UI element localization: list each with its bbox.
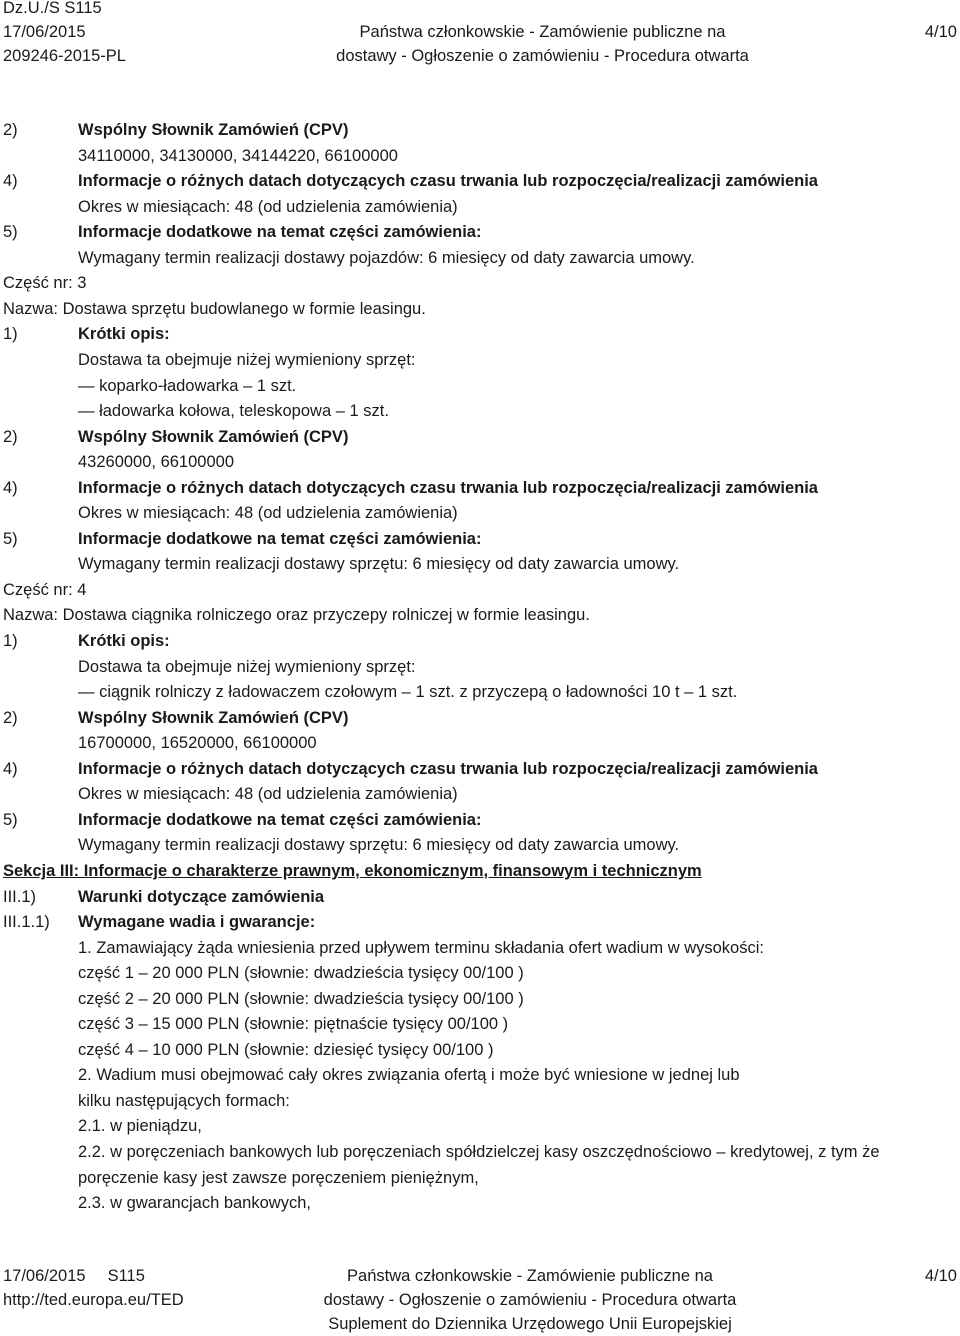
item-number: 4) [3,759,18,778]
line-text: Wymagany termin realizacji dostawy sprzętu: 6 miesięcy od daty zawarcia umowy. [78,836,680,855]
line-text: 2.1. w pieniądzu, [78,1117,202,1136]
line-text: Wspólny Słownik Zamówień (CPV) [78,427,349,446]
line-text: Część nr: 4 [3,580,87,599]
line-text: Informacje o różnych datach dotyczących czasu trwania lub rozpoczęcia/realizacji zamówienia [78,478,818,497]
line-text: Sekcja III: Informacje o charakterze prawnym, ekonomicznym, finansowym i technicznym [3,861,702,880]
line-text: Nazwa: Dostawa ciągnika rolniczego oraz przyczepy rolniczej w formie leasingu. [3,606,590,625]
page-header [0,0,960,72]
line-text: 2. Wadium musi obejmować cały okres związania ofertą i może być wniesione w jednej lub [78,1066,740,1085]
line-text: Krótki opis: [78,632,170,650]
line-text: 2.2. w poręczeniach bankowych lub poręczeniach spółdzielczej kasy oszczędnościowo – kredytowej, z tym że [78,1143,880,1161]
line-text: Dostawa ta obejmuje niżej wymieniony sprzęt: [78,350,416,369]
header-center [0,20,960,68]
line-text: część 1 – 20 000 PLN (słownie: dwadzieścia tysięcy 00/100 ) [78,964,524,983]
footer-page-number: 4/10 [924,1267,957,1285]
footer-url[interactable]: http://ted.europa.eu/TED [3,1291,184,1309]
line-text: Wymagane wadia i gwarancje: [78,913,316,932]
header-title-line1: Państwa członkowskie - Zamówienie publiczne na [359,23,726,41]
line-text: Nazwa: Dostawa sprzętu budowlanego w formie leasingu. [3,299,426,318]
line-text: Informacje dodatkowe na temat części zamówienia: [78,529,482,548]
footer-center [0,1264,960,1336]
item-number: 5) [3,529,18,548]
line-text: 43260000, 66100000 [78,453,234,472]
line-text: Wspólny Słownik Zamówień (CPV) [78,708,349,727]
item-number: 1) [3,632,18,650]
line-text: Informacje dodatkowe na temat części zamówienia: [78,810,482,829]
item-number: 4) [3,172,18,191]
line-text: Warunki dotyczące zamówienia [78,887,325,906]
line-text: Informacje o różnych datach dotyczących czasu trwania lub rozpoczęcia/realizacji zamówienia [78,172,818,191]
line-text: — ciągnik rolniczy z ładowaczem czołowym – 1 szt. z przyczepą o ładowności 10 t – 1 szt. [78,683,738,702]
line-text: 1. Zamawiający żąda wniesienia przed upływem terminu składania ofert wadium w wysokości: [78,938,764,957]
line-text: — ładowarka kołowa, teleskopowa – 1 szt. [78,402,389,421]
item-number: III.1.1) [3,913,50,932]
line-text: Informacje o różnych datach dotyczących czasu trwania lub rozpoczęcia/realizacji zamówienia [78,759,818,778]
line-text: Dostawa ta obejmuje niżej wymieniony sprzęt: [78,657,416,676]
footer-date: 17/06/2015 [3,1267,86,1285]
page-footer [0,1262,960,1334]
footer-title-line1: Państwa członkowskie - Zamówienie publiczne na [347,1267,713,1285]
line-text: 34110000, 34130000, 34144220, 66100000 [78,146,398,165]
line-text: Wspólny Słownik Zamówień (CPV) [78,121,349,139]
header-page-number: 4/10 [924,23,957,41]
line-text: poręczenie kasy jest zawsze poręczeniem pieniężnym, [78,1168,479,1187]
header-ref: Dz.U./S S115 [3,0,102,17]
header-date: 17/06/2015 [3,23,86,41]
header-docid: 209246-2015-PL [3,47,126,65]
line-text: 2.3. w gwarancjach bankowych, [78,1194,311,1213]
line-text: Część nr: 3 [3,274,87,293]
footer-title-line3: Suplement do Dziennika Urzędowego Unii Europejskiej [328,1315,732,1333]
line-text: Okres w miesiącach: 48 (od udzielenia zamówienia) [78,785,458,804]
item-number: III.1) [3,887,37,906]
line-text: część 2 – 20 000 PLN (słownie: dwadzieścia tysięcy 00/100 ) [78,989,524,1008]
line-text: Wymagany termin realizacji dostawy pojazdów: 6 miesięcy od daty zawarcia umowy. [78,248,695,267]
header-title-line2: dostawy - Ogłoszenie o zamówieniu - Procedura otwarta [336,47,749,65]
line-text: Informacje dodatkowe na temat części zamówienia: [78,223,482,242]
line-text: część 4 – 10 000 PLN (słownie: dziesięć tysięcy 00/100 ) [78,1040,494,1059]
line-text: kilku następujących formach: [78,1091,290,1110]
item-number: 4) [3,478,18,497]
item-number: 2) [3,121,18,139]
line-text: — koparko-ładowarka – 1 szt. [78,376,297,395]
item-number: 5) [3,223,18,242]
line-text: Okres w miesiącach: 48 (od udzielenia zamówienia) [78,504,458,523]
line-text: część 3 – 15 000 PLN (słownie: piętnaście tysięcy 00/100 ) [78,1015,509,1034]
footer-series: S115 [107,1267,145,1285]
item-number: 2) [3,427,18,446]
item-number: 1) [3,325,18,344]
line-text: Krótki opis: [78,325,170,344]
line-text: 16700000, 16520000, 66100000 [78,734,317,753]
footer-title-line2: dostawy - Ogłoszenie o zamówieniu - Procedura otwarta [323,1291,737,1309]
item-number: 5) [3,810,18,829]
line-text: Wymagany termin realizacji dostawy sprzętu: 6 miesięcy od daty zawarcia umowy. [78,555,680,574]
line-text: Okres w miesiącach: 48 (od udzielenia zamówienia) [78,197,458,216]
item-number: 2) [3,708,18,727]
